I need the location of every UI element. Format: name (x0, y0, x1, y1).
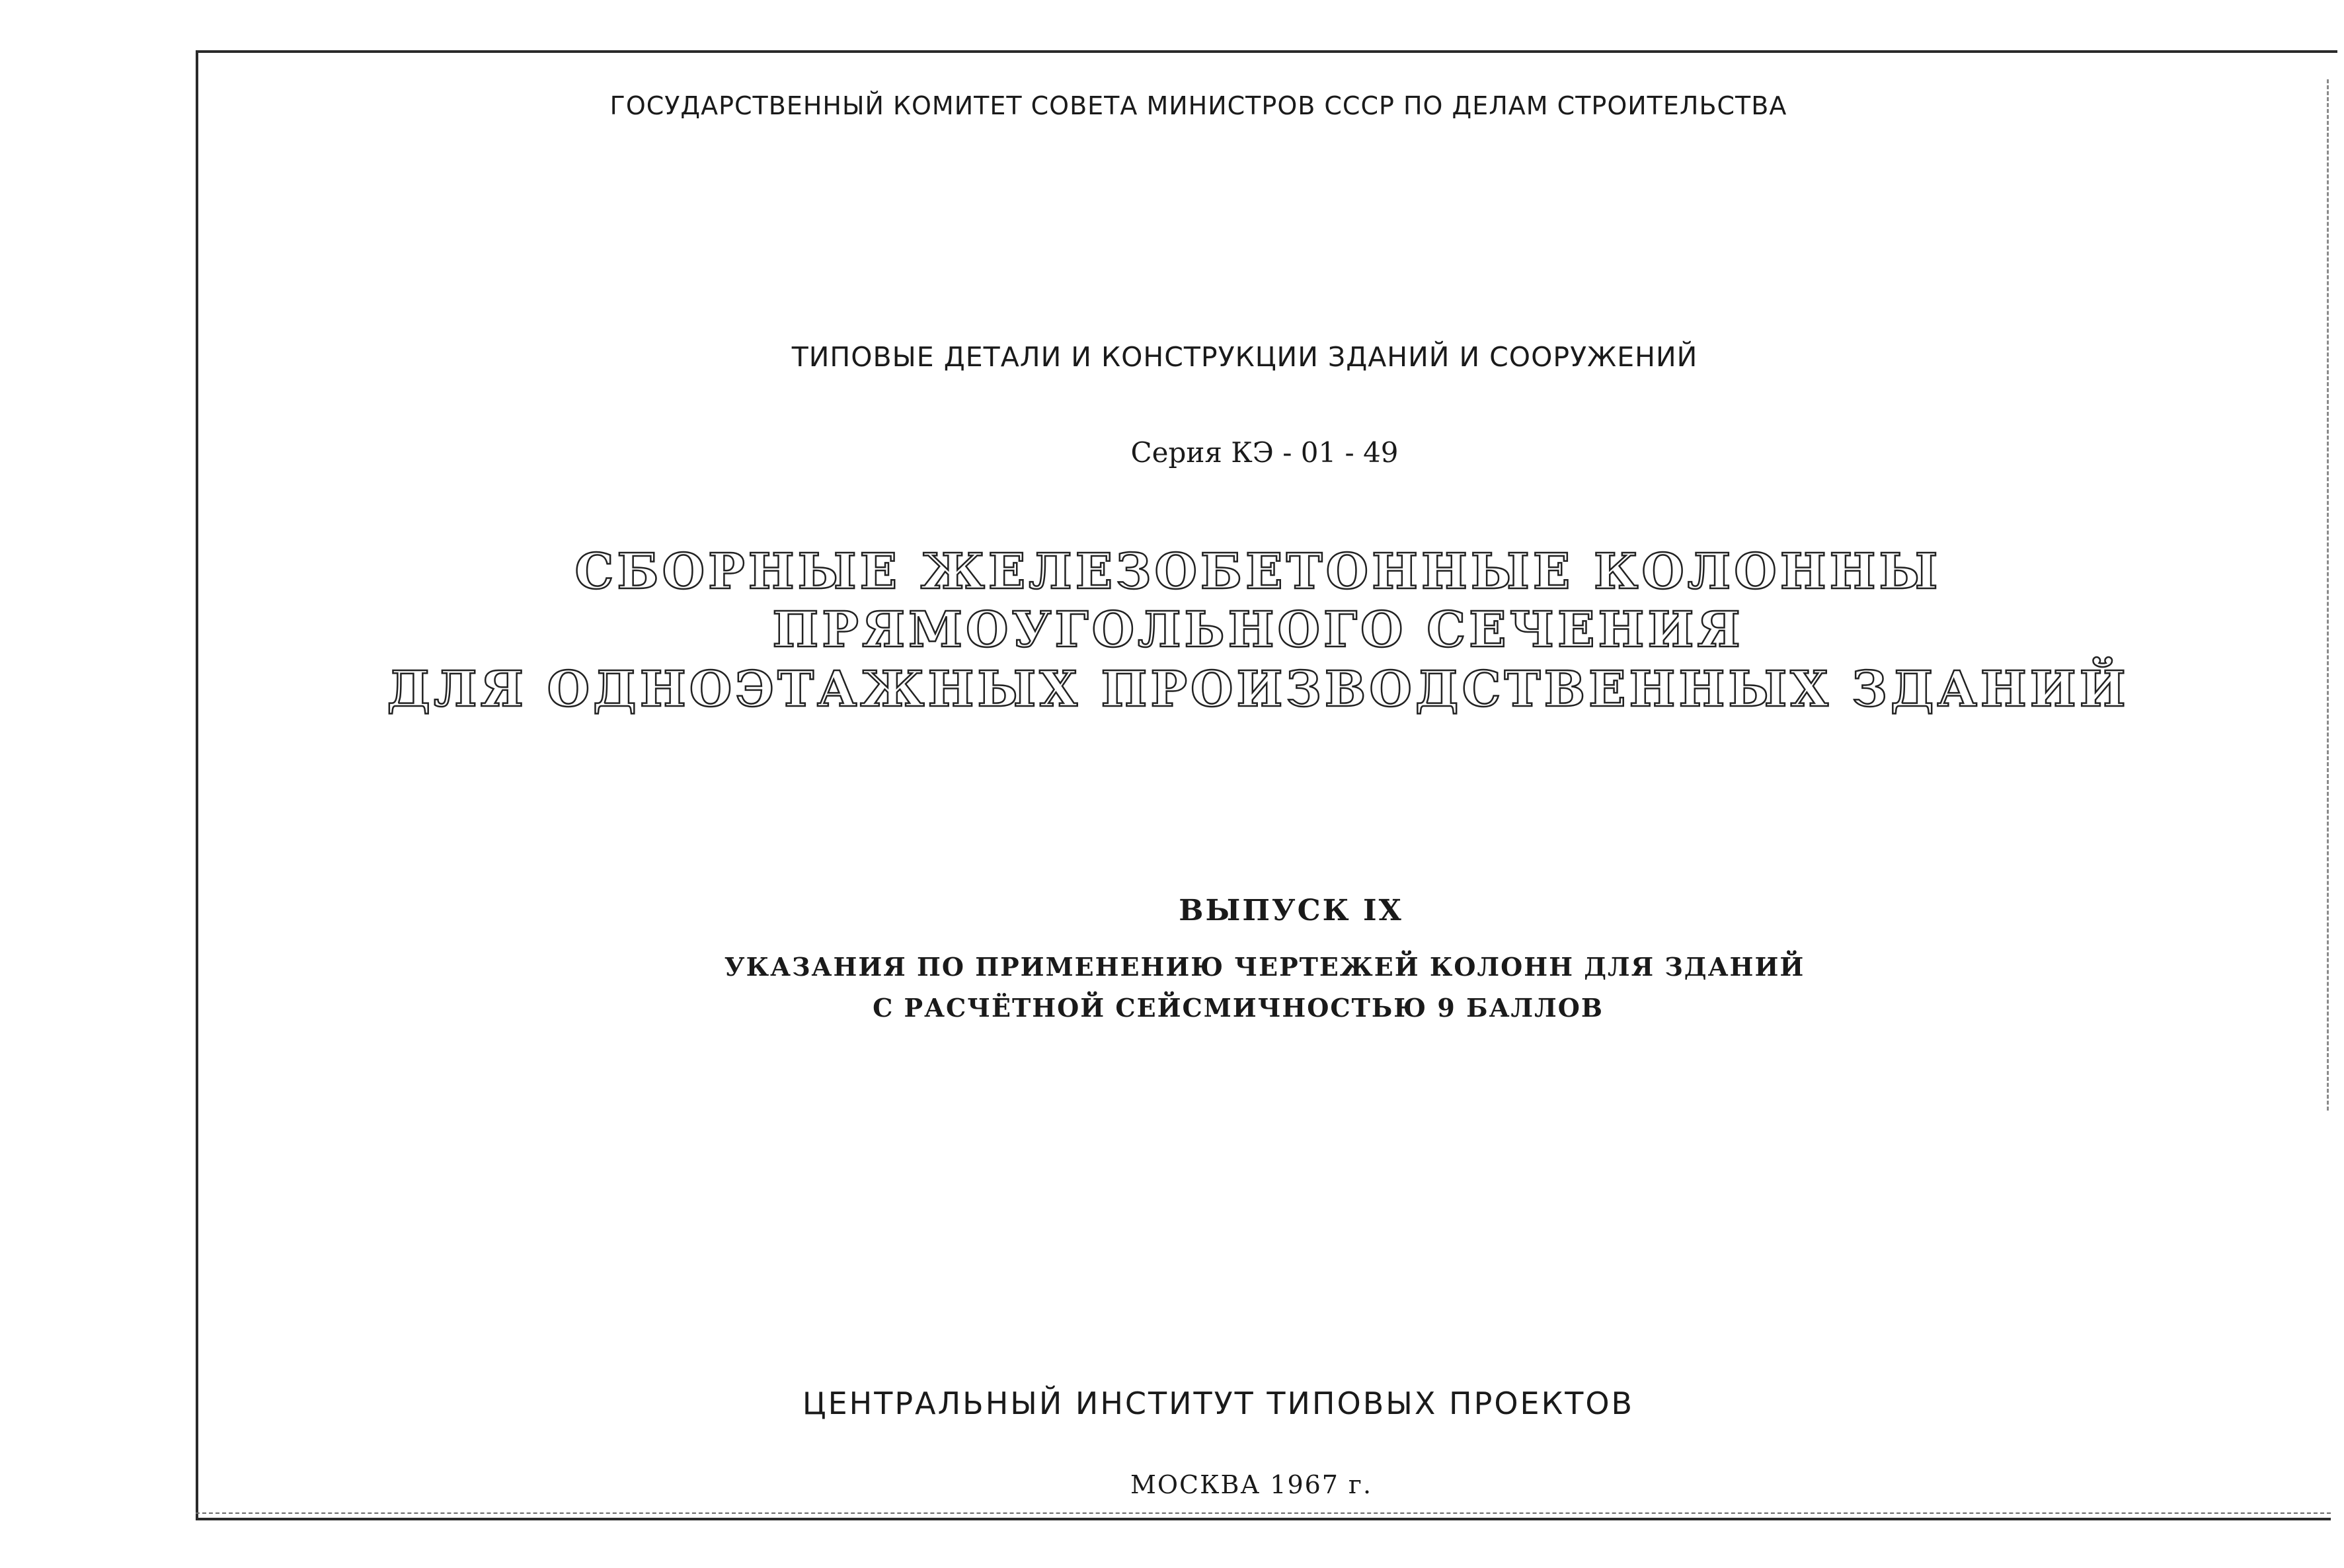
issue-description-line-1: УКАЗАНИЯ ПО ПРИМЕНЕНИЮ ЧЕРТЕЖЕЙ КОЛОНН ДЛЯ ЗДАНИЙ (724, 952, 1805, 982)
publisher-institute: ЦЕНТРАЛЬНЫЙ ИНСТИТУТ ТИПОВЫХ ПРОЕКТОВ (802, 1386, 1635, 1421)
publication-city-year: МОСКВА 1967 г. (1130, 1470, 1373, 1499)
frame-bottom-dashed-line (196, 1512, 2331, 1514)
main-title-line-3: ДЛЯ ОДНОЭТАЖНЫХ ПРОИЗВОДСТВЕННЫХ ЗДАНИЙ (387, 661, 2129, 718)
committee-heading: ГОСУДАРСТВЕННЫЙ КОМИТЕТ СОВЕТА МИНИСТРОВ СССР ПО ДЕЛАМ СТРОИТЕЛЬСТВА (609, 91, 1787, 120)
frame-bottom-line (196, 1518, 2331, 1520)
main-title-line-2: ПРЯМОУГОЛЬНОГО СЕЧЕНИЯ (772, 602, 1744, 658)
issue-description-line-2: С РАСЧЁТНОЙ СЕЙСМИЧНОСТЬЮ 9 БАЛЛОВ (873, 993, 1604, 1023)
main-title-line-1: СБОРНЫЕ ЖЕЛЕЗОБЕТОННЫЕ КОЛОННЫ (574, 543, 1941, 600)
frame-top-line (196, 50, 2337, 53)
issue-number: ВЫПУСК IX (1179, 894, 1403, 927)
publication-category: ТИПОВЫЕ ДЕТАЛИ И КОНСТРУКЦИИ ЗДАНИЙ И СООРУЖЕНИЙ (791, 341, 1698, 373)
series-number: Серия КЭ - 01 - 49 (1130, 436, 1399, 469)
frame-left-line (196, 50, 198, 1519)
